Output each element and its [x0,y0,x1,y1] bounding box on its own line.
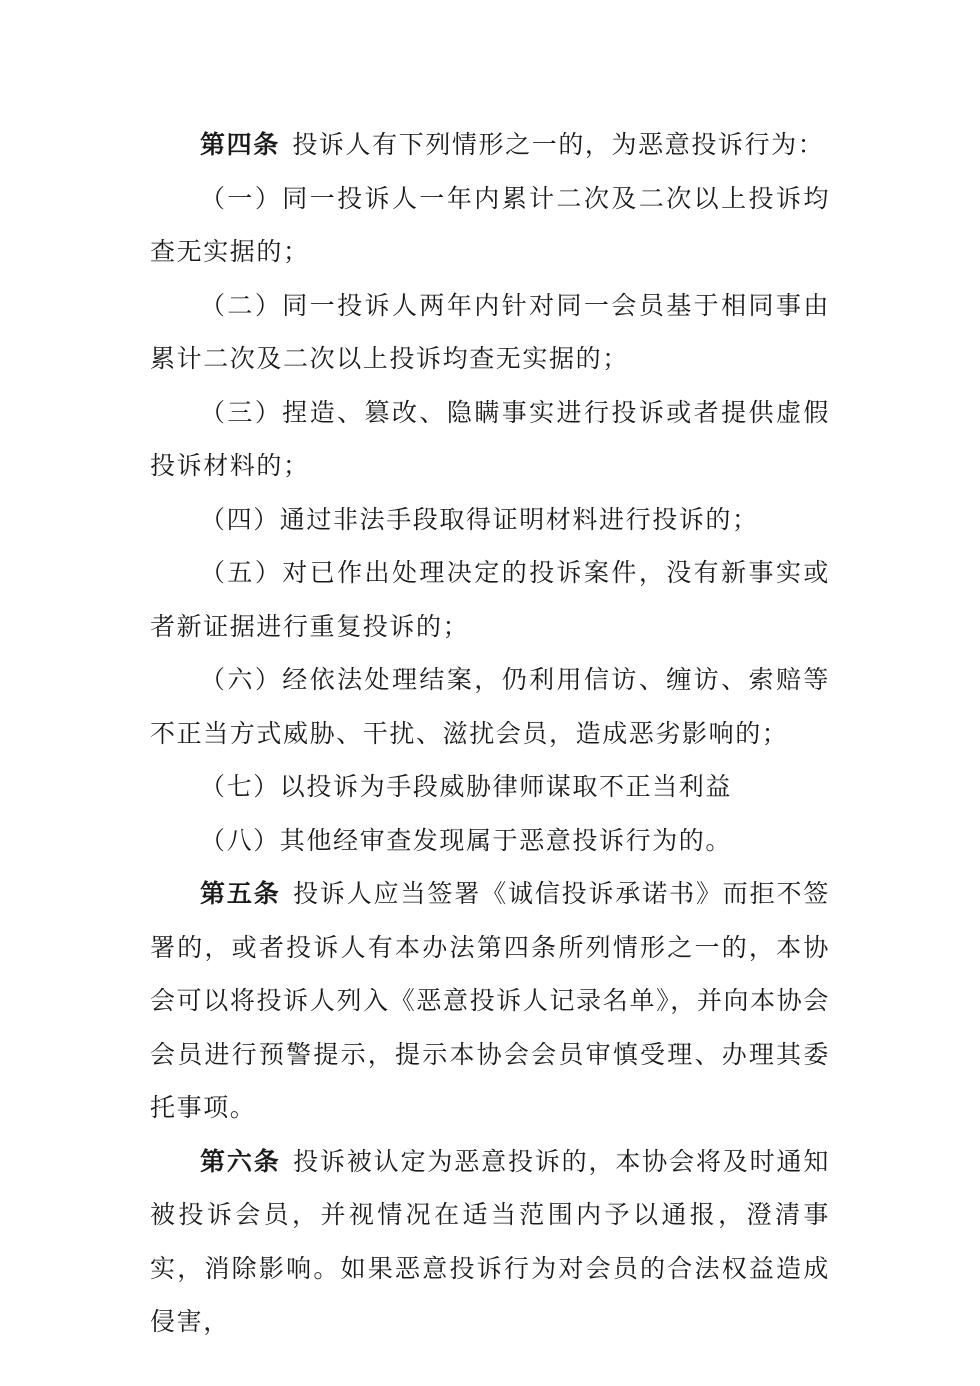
article-4-item-8: （八）其他经审查发现属于恶意投诉行为的。 [200,825,733,855]
article-5-title: 第五条 [200,879,281,908]
article-4-item-3: （三）捏造、篡改、隐瞒事实进行投诉或者提供虚假投诉材料的； [150,397,830,480]
document-body [150,118,830,1349]
article-6-title: 第六条 [200,1146,281,1176]
article-6-paragraph [150,1135,830,1349]
article-5-text: 投诉人应当签署《诚信投诉承诺书》而拒不签署的，或者投诉人有本办法第四条所列情形之一的，本协会可以将投诉人列入《恶意投诉人记录名单》，并向本协会会员进行预警提示，提示本协会会员审慎受理、办理其委托事项。 [150,879,830,1122]
article-4-title: 第四条 [200,130,280,159]
article-4-item-1: （一）同一投诉人一年内累计二次及二次以上投诉均查无实据的； [150,183,830,266]
article-4-item-6: （六）经依法处理结案，仍利用信访、缠访、索赔等不正当方式威胁、干扰、滋扰会员，造成恶劣影响的； [150,665,830,748]
article-4-item-2: （二）同一投诉人两年内针对同一会员基于相同事由累计二次及二次以上投诉均查无实据的； [150,290,830,373]
article-4-heading-paragraph [150,118,830,172]
article-5-paragraph [150,867,830,1135]
article-6-text: 投诉被认定为恶意投诉的，本协会将及时通知被投诉会员，并视情况在适当范围内予以通报，澄清事实，消除影响。如果恶意投诉行为对会员的合法权益造成侵害， [150,1146,830,1336]
article-4-item-5: （五）对已作出处理决定的投诉案件，没有新事实或者新证据进行重复投诉的； [150,558,830,641]
article-4-intro: 投诉人有下列情形之一的，为恶意投诉行为： [292,130,825,159]
article-4-item-4: （四）通过非法手段取得证明材料进行投诉的； [200,504,759,534]
article-4-item-7: （七）以投诉为手段威胁律师谋取不正当利益 [200,772,733,801]
